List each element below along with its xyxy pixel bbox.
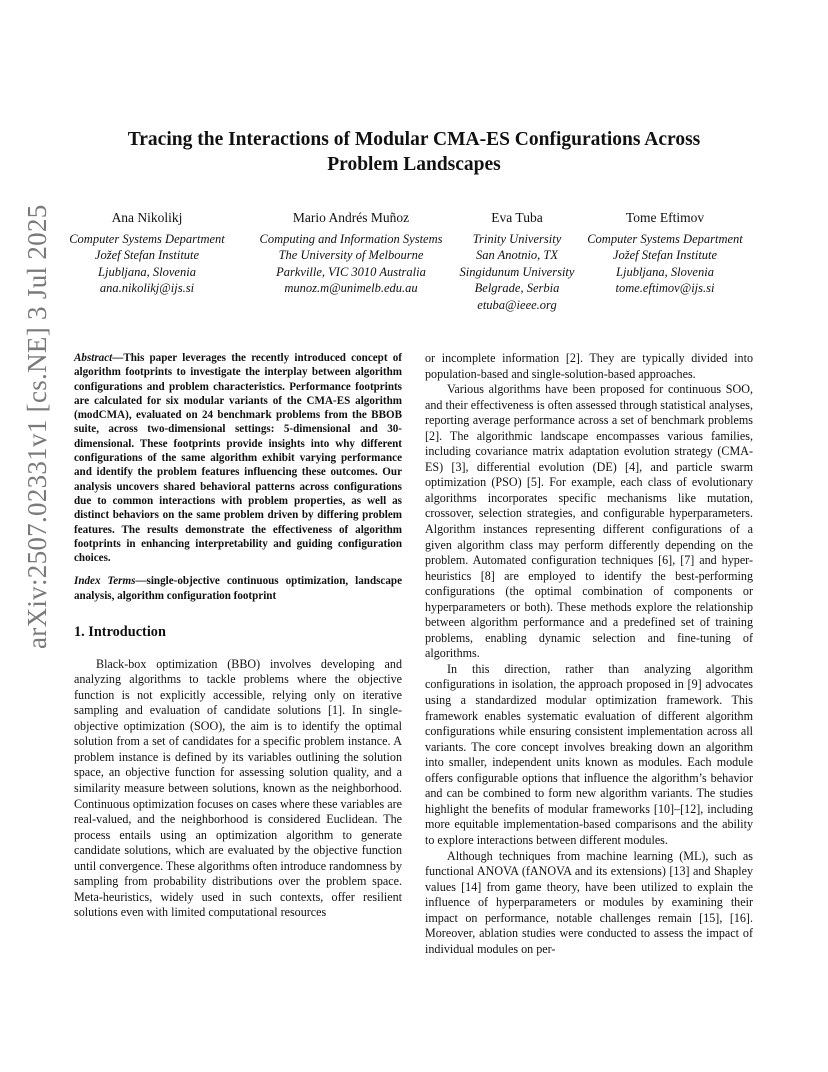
- abstract-label: Abstract: [74, 352, 113, 364]
- author-affiliation: Computer Systems Department: [69, 231, 225, 246]
- author-affiliation: Ljubljana, Slovenia: [616, 264, 714, 279]
- author-affiliation: Jožef Stefan Institute: [94, 248, 200, 263]
- author-affiliation: The University of Melbourne: [278, 248, 424, 263]
- body-paragraph: Black-box optimization (BBO) involves developing and analyzing algorithms to tackle problems where the objective function is not explicitly accessible, relying only on iterative sampling and evaluation of candidate solutions [1]. In single-objective optimization (SOO), the aim is to identify the optimal solution from a set of candidates for a specific problem instance. A problem instance is defined by its variables outlining the solution space, an objective function for assessing solution quality, and a similarity measure between solutions, known as the neighborhood. Continuous optimization focuses on cases where these variables are real-valued, and the neighborhood is considered Euclidean. The process entails using an optimization algorithm to generate candidate solutions, which are evaluated by the objective function until convergence. These algorithms often introduce randomness by sampling from probability distributions over the problem space. Meta-heuristics, widely used in such contexts, offer resilient solutions even with limited computational resources: [74, 656, 403, 920]
- author-block-1: [52, 210, 242, 297]
- author-email: ana.nikolikj@ijs.si: [99, 281, 195, 296]
- body-paragraph: In this direction, rather than analyzing algorithm configurations in isolation, the approach proposed in [9] advocates using a standardized modular optimization framework. This framework enables systematic evaluation of different algorithm configurations while ensuring consistent implementation across all variants. The core concept involves breaking down an algorithm into smaller, independent units known as modules. Each module offers configurable options that influence the algorithm’s behavior and can be combined to form new algorithm variants. The studies highlight the benefits of modular frameworks [10]–[12], including more equitable implementation-based comparisons and the ability to explore interactions between different modules.: [425, 661, 753, 847]
- author-affiliation: Computing and Information Systems: [259, 231, 443, 246]
- index-terms-label: Index Terms: [74, 575, 136, 588]
- author-affiliation: Computer Systems Department: [587, 231, 743, 246]
- author-block-3: [448, 210, 586, 314]
- author-affiliation: Ljubljana, Slovenia: [98, 264, 196, 279]
- right-column: [425, 351, 753, 957]
- author-email: etuba@ieee.org: [477, 297, 557, 312]
- left-column: [74, 351, 402, 921]
- author-name: Tome Eftimov: [625, 210, 705, 225]
- author-affiliation: San Anotnio, TX: [475, 248, 559, 263]
- body-paragraph: Although techniques from machine learning (ML), such as functional ANOVA (fANOVA and its extensions) [13] and Shapley values [14] from game theory, have been utilized to explain the influence of hyperparameters or modules by examining their impact on performance, notable challenges remain [15], [16]. Moreover, ablation studies were conducted to assess the impact of individual modules on per-: [425, 848, 753, 956]
- body-paragraph: or incomplete information [2]. They are typically divided into population-based and single-solution-based approaches.: [425, 351, 753, 381]
- author-name: Ana Nikolikj: [111, 210, 183, 225]
- arxiv-identifier: arXiv:2507.02331v1 [cs.NE] 3 Jul 2025: [22, 204, 52, 649]
- author-affiliation: Singidunum University: [459, 264, 575, 279]
- abstract: [74, 351, 402, 565]
- author-affiliation: Jožef Stefan Institute: [612, 248, 718, 263]
- body-paragraph: Various algorithms have been proposed for continuous SOO, and their effectiveness is often assessed through statistical analyses, reporting average performance across a set of benchmark problems [2]. The algorithmic landscape encompasses various families, including covariance matrix adaptation evolution strategy (CMA-ES) [3], differential evolution (DE) [4], and particle swarm optimization (PSO) [5]. For example, each class of evolutionary algorithms incorporates specific mechanisms like mutation, crossover, selection strategies, and configurable hyperparameters. Algorithm instances representing different configurations of a given algorithm class may perform differently depending on the problem. Automated configuration techniques [6], [7] and hyper-heuristics [8] are employed to identify the best-performing configurations (the optimal combination of components or hyperparameters or both). These methods explore the relationship between algorithm performance and a predefined set of training problems, enabling dynamic selection and fine-tuning of algorithms.: [425, 382, 753, 661]
- index-terms-text: —single-objective continuous optimization, landscape analysis, algorithm configuration footprint: [74, 575, 402, 602]
- index-terms: [74, 574, 402, 603]
- abstract-text: —This paper leverages the recently introduced concept of algorithm footprints to investigate the interplay between algorithm configurations and problem characteristics. Performance footprints are calculated for six modular variants of the CMA-ES algorithm (modCMA), evaluated on 24 benchmark problems from the BBOB suite, across two-dimensional settings: 5-dimensional and 30-dimensional. These footprints provide insights into why different configurations of the same algorithm exhibit varying performance and identify the problem features influencing these outcomes. Our analysis uncovers shared behavioral patterns across configurations due to common interactions with problem properties, as well as distinct behaviors on the same problem driven by differing problem features. The results demonstrate the effectiveness of algorithm footprints in enhancing interpretability and guiding configuration choices.: [74, 352, 402, 565]
- paper-title: Tracing the Interactions of Modular CMA-ES Configurations Across Problem Landscapes: [127, 129, 701, 175]
- section-heading: 1. Introduction: [74, 624, 166, 641]
- author-affiliation: Trinity University: [472, 231, 562, 246]
- author-block-2: [246, 210, 456, 297]
- author-affiliation: Belgrade, Serbia: [474, 281, 560, 296]
- author-block-4: [575, 210, 755, 297]
- author-email: tome.eftimov@ijs.si: [615, 281, 715, 296]
- author-name: Mario Andrés Muñoz: [292, 210, 410, 225]
- author-email: munoz.m@unimelb.edu.au: [284, 281, 418, 296]
- author-affiliation: Parkville, VIC 3010 Australia: [276, 264, 426, 279]
- author-name: Eva Tuba: [491, 210, 543, 225]
